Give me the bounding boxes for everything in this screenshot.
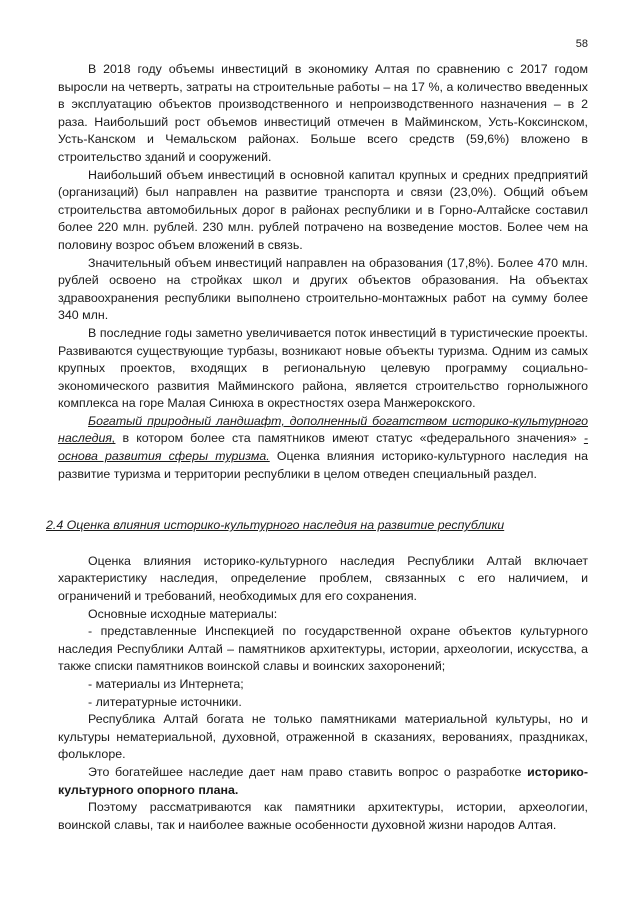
paragraph-natural-heritage [58, 413, 588, 483]
paragraph-investment-growth: В 2018 году объемы инвестиций в экономику Алтая по сравнению с 2017 годом выросли на четверть, затраты на строительные работы – на 17 %, а количество введенных в эксплуатацию объектов производственного и непроизводственного назначения – в 2 раза. Наибольший рост объемов инвестиций отмечен в Майминском, Усть-Коксинском, Усть-Канском и Чемальском районах. Больше всего средств (59,6%) вложено в строительство зданий и сооружений. [58, 62, 588, 164]
list-item-inspection: - представленные Инспекцией по государственной охране объектов культурного наследия Республики Алтай – памятников архитектуры, истории, археологии, искусства, а также списки памятников воинской славы и воинских захоронений; [58, 624, 588, 674]
list-item-internet: - материалы из Интернета; [88, 677, 244, 691]
paragraph-text: Оценка влияния историко-культурного наследия на развитие туризма и территории республики в целом отведен специальный раздел. [58, 449, 588, 481]
paragraph-tourism-projects: В последние годы заметно увеличивается поток инвестиций в туристические проекты. Развиваются существующие турбазы, возникают новые объекты туризма. Одним из самых крупных проектов, входящих в региональную целевую программу социально-экономического развития Майминского района, является строительство горнолыжного комплекса на горе Малая Синюха в окрестностях озера Манжерокского. [58, 325, 588, 411]
list-item-literature: - литературные источники. [88, 694, 242, 709]
paragraph-transport-investment: Наибольший объем инвестиций в основной капитал крупных и средних предприятий (организаций) был направлен на развитие транспорта и связи (23,0%). Общий объем строительства автомобильных дорог в районах республики и в Горно-Алтайске составил более 220 млн. рублей. 230 млн. рублей потрачено на возведение мостов. Более чем на половину возрос объем вложений в связь. [58, 167, 588, 252]
emphasis-natural-landscape: Богатый природный ландшафт, дополненный богатством историко-культурного наследия, [58, 413, 588, 446]
paragraph-assessment-intro: Оценка влияния историко-культурного наследия Республики Алтай включает характеристику наследия, определение проблем, связанных с его наличием, и ограничений и требований, необходимых для его сохранения. [58, 553, 588, 604]
paragraph-source-materials: Основные исходные материалы: [88, 606, 278, 621]
paragraph-intangible-culture: Республика Алтай богата не только памятниками материальной культуры, но и культуры нематериальной, духовной, отраженной в сказаниях, верованиях, праздниках, фольклоре. [58, 712, 588, 762]
paragraph-text: Это богатейшее наследие дает нам право ставить вопрос о разработке [88, 764, 528, 779]
emphasis-reference-plan: историко-культурного опорного плана. [58, 764, 588, 797]
emphasis-tourism-basis: - основа развития сферы туризма. [58, 431, 588, 464]
page-number: 58 [575, 38, 588, 50]
paragraph-reference-plan [58, 764, 588, 799]
section-heading: 2.4 Оценка влияния историко-культурного наследия на развитие республики [46, 518, 505, 533]
document-body [46, 61, 588, 834]
paragraph-education-investment: Значительный объем инвестиций направлен на образования (17,8%). Более 470 млн. рублей освоено на стройках школ и других объектов образования. На объектах здравоохранения республики выполнено строительно-монтажных работ на сумму более 340 млн. [58, 255, 588, 323]
paragraph-considered-monuments: Поэтому рассматриваются как памятники архитектуры, истории, археологии, воинской славы, так и наиболее важные особенности духовной жизни народов Алтая. [58, 800, 588, 832]
paragraph-text: в котором более ста памятников имеют статус «федерального значения» [115, 431, 584, 446]
